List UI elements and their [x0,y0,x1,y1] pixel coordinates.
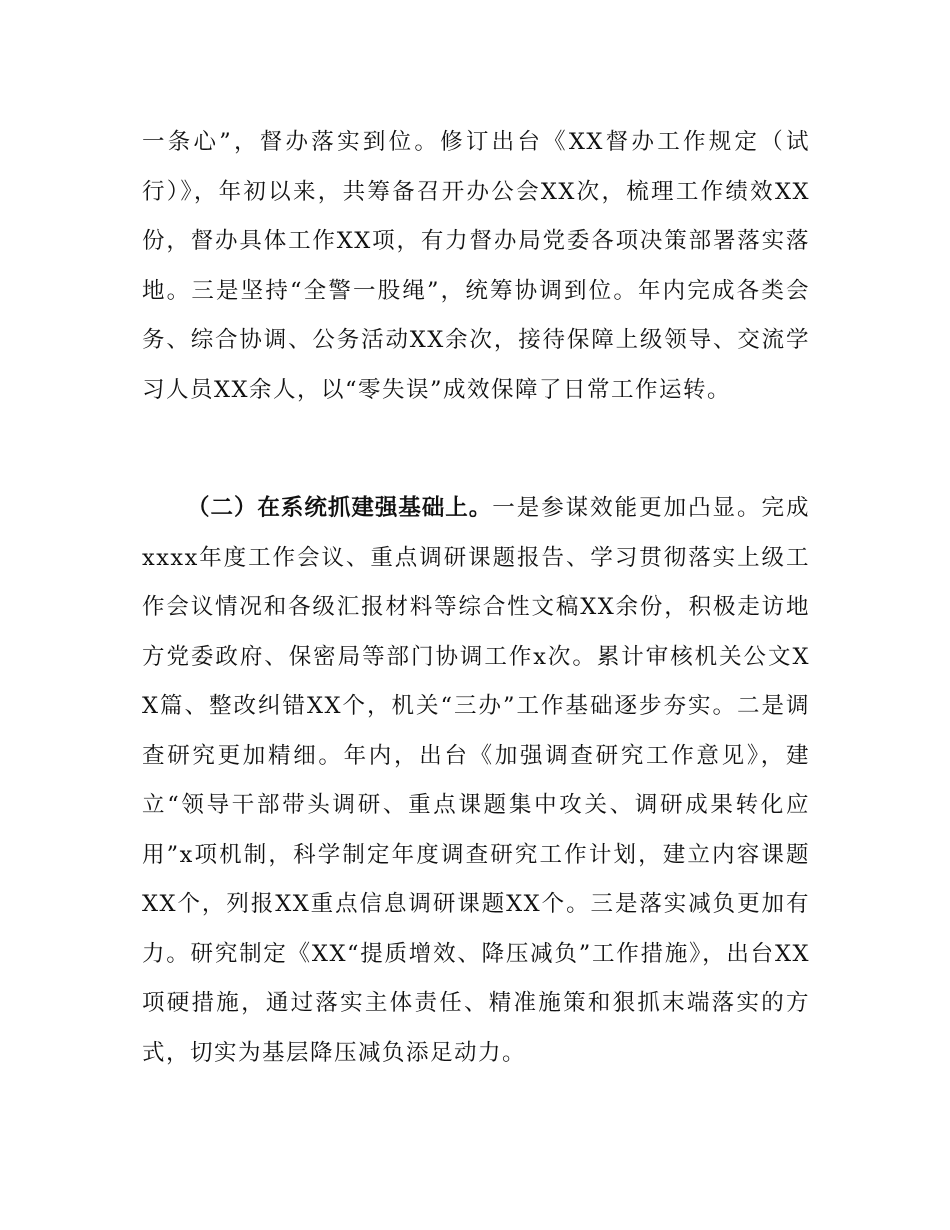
paragraph-1-text: 一条心”，督办落实到位。修订出台《XX督办工作规定（试行）》，年初以来，共筹备召开办公会XX次，梳理工作绩效XX份，督办具体工作XX项，有力督办局党委各项决策部署落实落地。三是坚持“全警一股绳”，统筹协调到位。年内完成各类会务、综合协调、公务活动XX余次，接待保障上级领导、交流学习人员XX余人，以“零失误”成效保障了日常工作运转。 [142,129,810,403]
paragraph-2-text: 一是参谋效能更加凸显。完成xxxx年度工作会议、重点调研课题报告、学习贯彻落实上级工作会议情况和各级汇报材料等综合性文稿XX余份，积极走访地方党委政府、保密局等部门协调工作x次。累计审核机关公文XX篇、整改纠错XX个，机关“三办”工作基础逐步夯实。二是调查研究更加精细。年内，出台《加强调查研究工作意见》，建立“领导干部带头调研、重点课题集中攻关、调研成果转化应用”x项机制，科学制定年度调查研究工作计划，建立内容课题XX个，列报XX重点信息调研课题XX个。三是落实减负更加有力。研究制定《XX“提质增效、降压减负”工作措施》，出台XX项硬措施，通过落实主体责任、精准施策和狠抓末端落实的方式，切实为基层降压减负添足动力。 [142,495,810,1066]
section-heading: （二）在系统抓建强基础上。 [187,495,493,521]
body-paragraph-1 [142,118,810,415]
body-paragraph-2 [142,484,810,1078]
